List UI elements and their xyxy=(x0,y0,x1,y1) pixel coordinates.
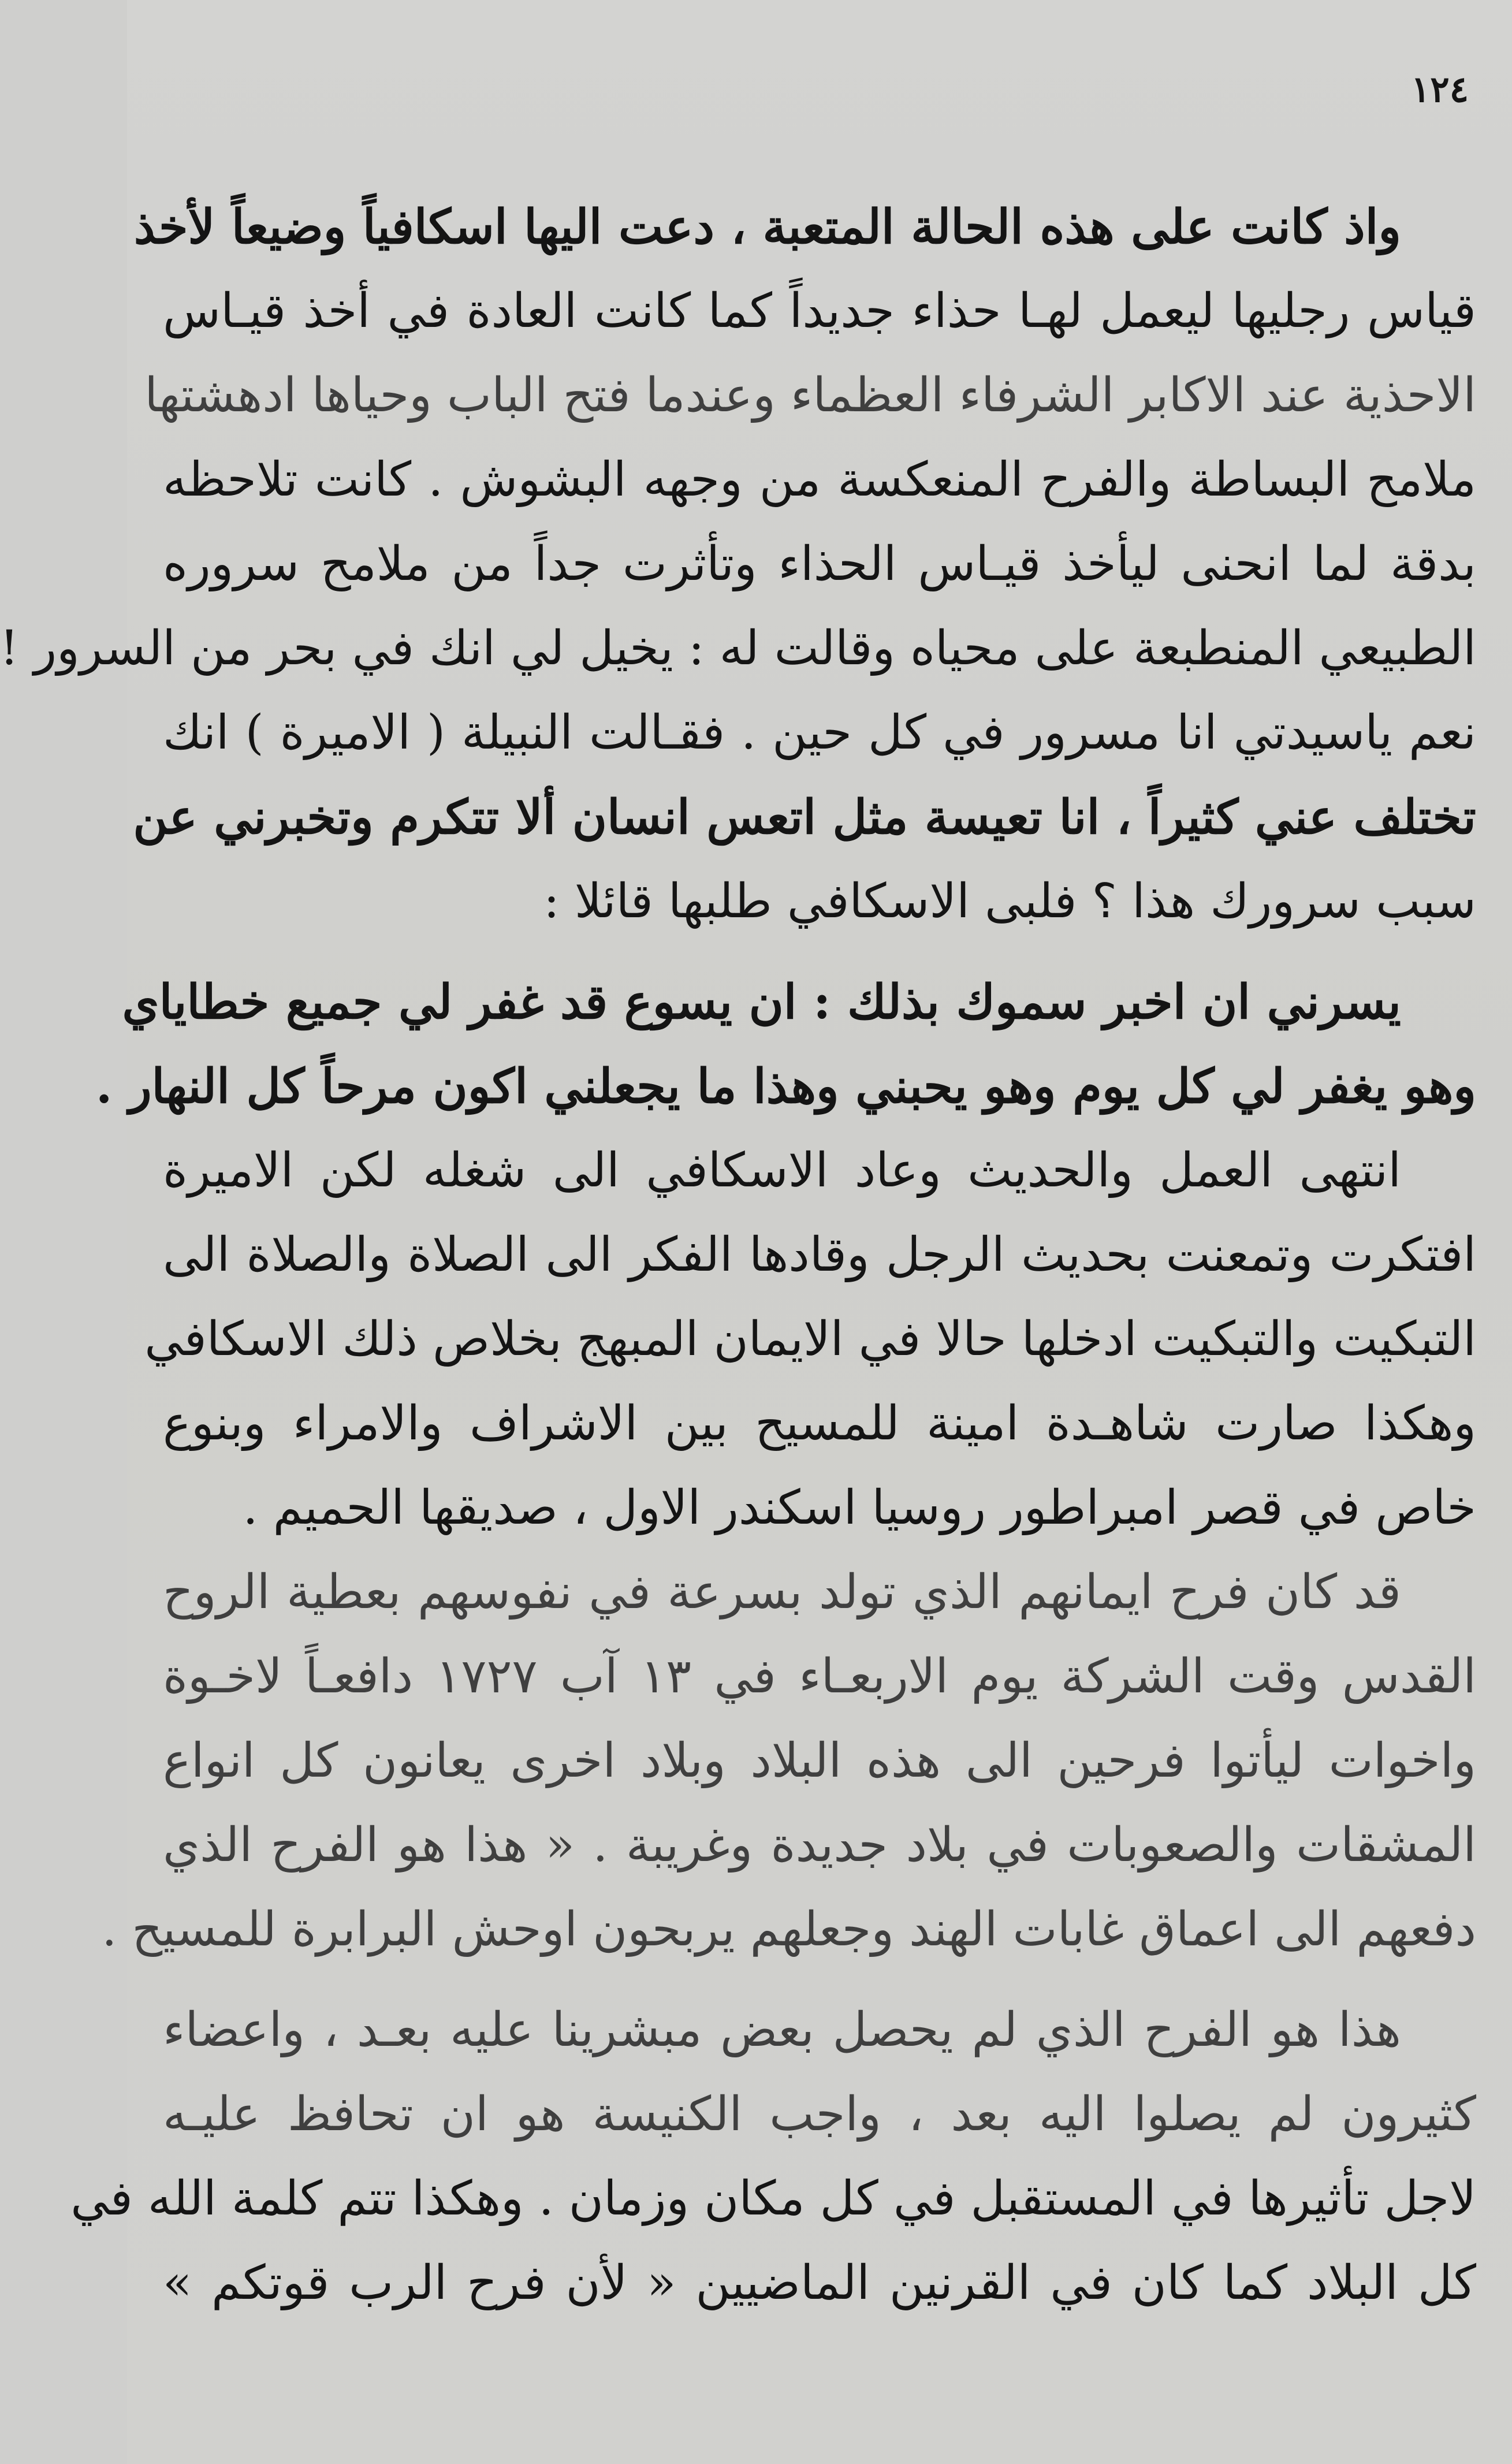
paragraph-gap xyxy=(163,944,1476,960)
text-line: قياس رجليها ليعمل لهـا حذاء جديداً كما كانت العادة في أخذ قيـاس xyxy=(163,284,1476,338)
text-line: المشقات والصعوبات في بلاد جديدة وغريبة . « هذا هو الفرح الذي xyxy=(163,1818,1476,1873)
text-line: وهكذا صارت شاهـدة امينة للمسيح بين الاشراف والامراء وبنوع xyxy=(163,1396,1476,1451)
paragraph-gap xyxy=(163,1972,1476,1988)
text-line: خاص في قصر امبراطور روسيا اسكندر الاول ، صديقها الحميم . xyxy=(243,1480,1476,1535)
text-line: واذ كانت على هذه الحالة المتعبة ، دعت اليها اسكافياً وضيعاً لأخذ xyxy=(133,199,1401,255)
text-line: دفعهم الى اعماق غابات الهند وجعلهم يربحون اوحش البرابرة للمسيح . xyxy=(102,1902,1476,1957)
text-line: انتهى العمل والحديث وعاد الاسكافي الى شغله لكن الاميرة xyxy=(163,1143,1401,1198)
text-line: هذا هو الفرح الذي لم يحصل بعض مبشرينا عليه بعـد ، واعضاء xyxy=(163,2003,1401,2057)
text-line: لاجل تأثيرها في المستقبل في كل مكان وزمان . وهكذا تتم كلمة الله في xyxy=(70,2171,1476,2226)
text-line: التبكيت والتبكيت ادخلها حالا في الايمان المبهج بخلاص ذلك الاسكافي xyxy=(144,1312,1476,1367)
text-line: الاحذية عند الاكابر الشرفاء العظماء وعندما فتح الباب وحياها ادهشتها xyxy=(144,368,1476,423)
text-line: تختلف عني كثيراً ، انا تعيسة مثل اتعس انسان ألا تتكرم وتخبرني عن xyxy=(133,790,1476,845)
text-line: سبب سرورك هذا ؟ فلبى الاسكافي طلبها قائلا : xyxy=(543,874,1476,929)
text-line: قد كان فرح ايمانهم الذي تولد بسرعة في نفوسهم بعطية الروح xyxy=(163,1565,1401,1620)
text-line: يسرني ان اخبر سموك بذلك : ان يسوع قد غفر لي جميع خطاياي xyxy=(122,974,1401,1030)
text-line: ملامح البساطة والفرح المنعكسة من وجهه البشوش . كانت تلاحظه xyxy=(163,452,1476,507)
body-text xyxy=(0,185,1477,2325)
text-line: نعم ياسيدتي انا مسرور في كل حين . فقـالت النبيلة ( الاميرة ) انك xyxy=(163,705,1476,760)
page-number: ١٢٤ xyxy=(1411,68,1469,110)
text-line: القدس وقت الشركة يوم الاربعـاء في ١٣ آب ١٧٢٧ دافعـاً لاخـوة xyxy=(163,1649,1477,1704)
text-line: واخوات ليأتوا فرحين الى هذه البلاد وبلاد اخرى يعانون كل انواع xyxy=(163,1733,1476,1788)
text-line: وهو يغفر لي كل يوم وهو يحبني وهذا ما يجعلني اكون مرحاً كل النهار . xyxy=(95,1059,1476,1114)
text-line: افتكرت وتمعنت بحديث الرجل وقادها الفكر الى الصلاة والصلاة الى xyxy=(163,1227,1476,1282)
text-line: كثيرون لم يصلوا اليه بعد ، واجب الكنيسة هو ان تحافظ عليـه xyxy=(163,2087,1476,2142)
text-line: الطبيعي المنطبعة على محياه وقالت له : يخيل لي انك في بحر من السرور ! xyxy=(0,621,1476,676)
text-line: بدقة لما انحنى ليأخذ قيـاس الحذاء وتأثرت جداً من ملامح سروره xyxy=(163,537,1476,591)
text-line: كل البلاد كما كان في القرنين الماضيين « لأن فرح الرب قوتكم » xyxy=(163,2255,1476,2310)
